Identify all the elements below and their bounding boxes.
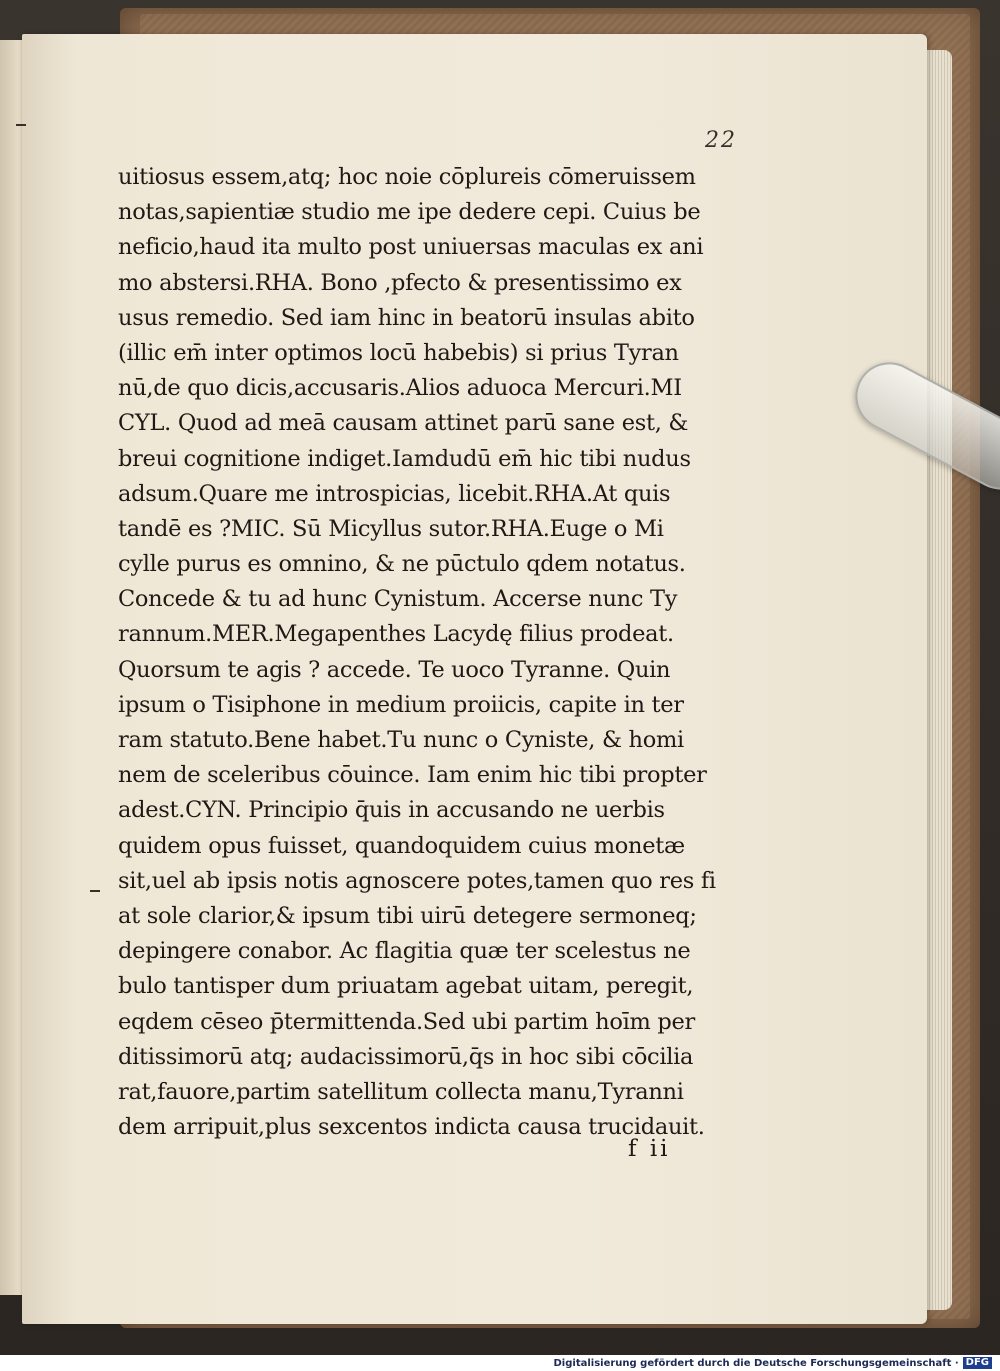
- text-line: at sole clarior,& ipsum tibi uirū detegere sermoneq;: [118, 902, 697, 929]
- text-line: quidem opus fuisset, quandoquidem cuius monetæ: [118, 832, 685, 859]
- text-line: cylle purus es omnino, & ne pūctulo qdem notatus.: [118, 551, 686, 578]
- text-line: sit,uel ab ipsis notis agnoscere potes,tamen quo res fi: [118, 867, 716, 894]
- signature-mark: f ii: [628, 1136, 671, 1162]
- folio-number: 22: [705, 128, 737, 153]
- footer-credit: Digitalisierung gefördert durch die Deutsche Forschungsgemeinschaft ·: [553, 1357, 959, 1369]
- text-line: adsum.Quare me introspicias, licebit.RHA.At quis: [118, 480, 671, 507]
- text-line: Concede & tu ad hunc Cynistum. Accerse nunc Ty: [118, 586, 678, 613]
- text-line: nem de sceleribus cōuince. Iam enim hic tibi propter: [118, 762, 707, 789]
- text-line: bulo tantisper dum priuatam agebat uitam, peregit,: [118, 973, 694, 1000]
- text-line: rat,fauore,partim satellitum collecta manu,Tyranni: [118, 1078, 684, 1105]
- text-line: neficio,haud ita multo post uniuersas maculas ex ani: [118, 234, 704, 261]
- text-line: tandē es ?MIC. Sū Micyllus sutor.RHA.Euge o Mi: [118, 515, 664, 542]
- footer-bar: [0, 1355, 1000, 1371]
- text-line: ram statuto.Bene habet.Tu nunc o Cyniste, & homi: [118, 727, 684, 753]
- dfg-logo: DFG: [963, 1357, 992, 1369]
- text-line: usus remedio. Sed iam hinc in beatorū insulas abito: [118, 304, 695, 331]
- text-line: mo abstersi.RHA. Bono ,pfecto & presentissimo ex: [118, 269, 682, 296]
- text-line: notas,sapientiæ studio me ipe dedere cepi. Cuius be: [118, 199, 701, 226]
- text-line: breui cognitione indiget.Iamdudū em̄ hic tibi nudus: [118, 445, 691, 472]
- text-line: nū,de quo dicis,accusaris.Alios aduoca Mercuri.MI: [118, 375, 682, 402]
- text-line: eqdem cēseo p̄termittenda.Sed ubi partim hoīm per: [118, 1008, 695, 1035]
- text-line: ipsum o Tisiphone in medium proiicis, capite in ter: [118, 691, 684, 718]
- text-line: adest.CYN. Principio q̄uis in accusando ne uerbis: [118, 797, 665, 824]
- text-line: depingere conabor. Ac flagitia quæ ter scelestus ne: [118, 938, 691, 965]
- text-line: CYL. Quod ad meā causam attinet parū sane est, &: [118, 410, 689, 437]
- text-line: dem arripuit,plus sexcentos indicta causa trucidauit.: [118, 1114, 705, 1141]
- margin-mark: [16, 124, 26, 126]
- text-line: uitiosus essem,atq; hoc noie cōplureis cōmeruissem: [118, 164, 696, 190]
- text-line: rannum.MER.Megapenthes Lacydę filius prodeat.: [118, 621, 674, 648]
- text-line: (illic em̄ inter optimos locū habebis) si prius Tyran: [118, 339, 679, 366]
- text-block: [118, 160, 758, 1145]
- text-line: Quorsum te agis ? accede. Te uoco Tyranne. Quin: [118, 656, 671, 683]
- text-line: ditissimorū atq; audacissimorū,q̄s in hoc sibi cōcilia: [118, 1043, 694, 1070]
- margin-mark: [90, 890, 100, 892]
